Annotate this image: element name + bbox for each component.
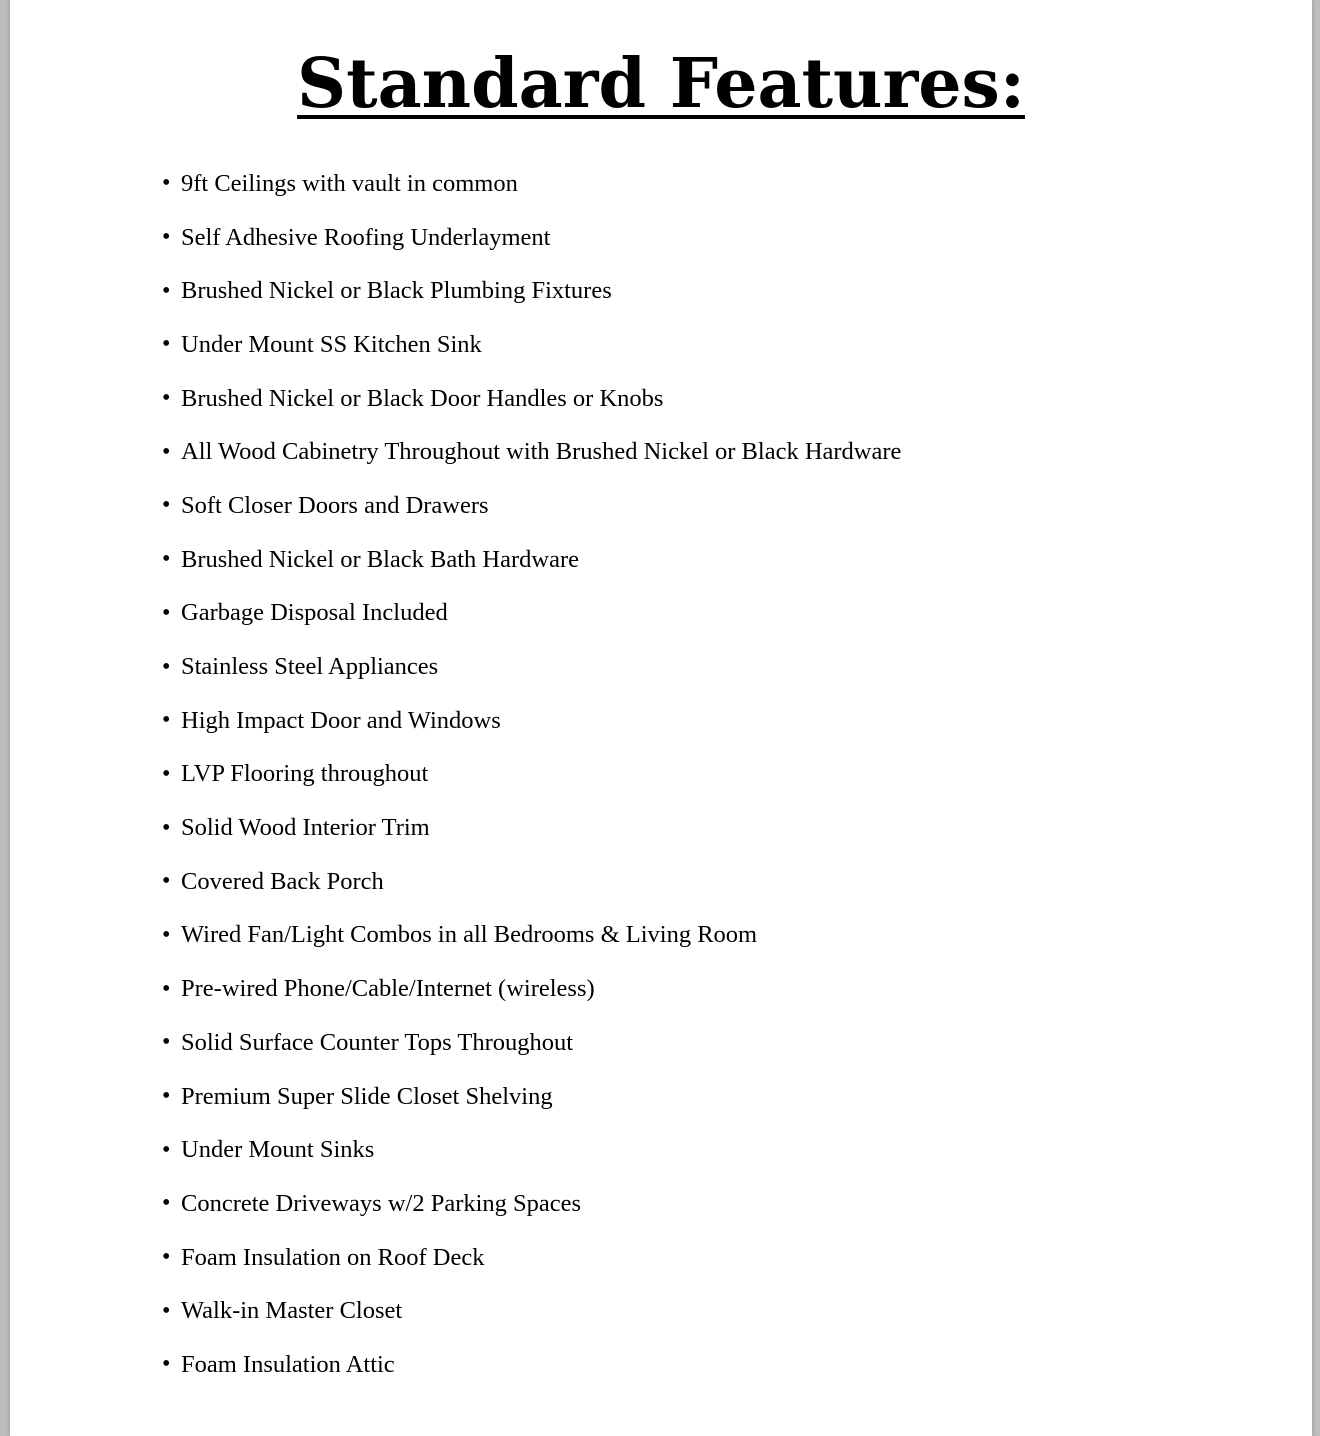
bullet-icon: • [162,707,171,734]
bullet-icon: • [162,224,171,251]
feature-item [162,1231,901,1285]
feature-text: Solid Wood Interior Trim [181,814,430,842]
document-page [10,0,1312,1436]
feature-text: All Wood Cabinetry Throughout with Brushed Nickel or Black Hardware [181,438,902,466]
feature-item [162,1177,901,1231]
feature-item [162,748,901,802]
feature-text: Solid Surface Counter Tops Throughout [181,1028,574,1056]
feature-text: Covered Back Porch [181,867,384,895]
feature-item [162,962,901,1016]
bullet-icon: • [162,1190,171,1217]
feature-text: Wired Fan/Light Combos in all Bedrooms & Living Room [181,921,758,949]
bullet-icon: • [162,599,171,626]
feature-item [162,1338,901,1392]
feature-text: Foam Insulation Attic [181,1350,395,1378]
bullet-icon: • [162,868,171,895]
bullet-icon: • [162,277,171,304]
feature-item [162,211,901,265]
feature-text: Under Mount SS Kitchen Sink [181,330,482,358]
feature-text: Brushed Nickel or Black Bath Hardware [181,545,579,573]
bullet-icon: • [162,170,171,197]
feature-text: Under Mount Sinks [181,1136,375,1164]
bullet-icon: • [162,760,171,787]
feature-item [162,264,901,318]
bullet-icon: • [162,1244,171,1271]
feature-text: Soft Closer Doors and Drawers [181,491,489,519]
feature-text: Concrete Driveways w/2 Parking Spaces [181,1189,582,1217]
bullet-icon: • [162,331,171,358]
feature-item [162,1016,901,1070]
feature-text: LVP Flooring throughout [181,760,429,788]
feature-item [162,372,901,426]
bullet-icon: • [162,1083,171,1110]
bullet-icon: • [162,1351,171,1378]
feature-text: Brushed Nickel or Black Plumbing Fixtures [181,277,612,305]
feature-item [162,318,901,372]
bullet-icon: • [162,1297,171,1324]
bullet-icon: • [162,921,171,948]
page-title: Standard Features: [297,44,1025,124]
feature-item [162,425,901,479]
bullet-icon: • [162,438,171,465]
feature-item [162,855,901,909]
bullet-icon: • [162,653,171,680]
feature-list [162,157,901,1392]
feature-item [162,1123,901,1177]
bullet-icon: • [162,1136,171,1163]
bullet-icon: • [162,814,171,841]
feature-item [162,533,901,587]
feature-text: Garbage Disposal Included [181,599,448,627]
feature-item [162,909,901,963]
feature-text: Stainless Steel Appliances [181,653,439,681]
feature-text: High Impact Door and Windows [181,706,501,734]
feature-item [162,157,901,211]
feature-item [162,587,901,641]
bullet-icon: • [162,492,171,519]
feature-item [162,640,901,694]
feature-item [162,479,901,533]
feature-text: Brushed Nickel or Black Door Handles or Knobs [181,384,664,412]
feature-text: 9ft Ceilings with vault in common [181,169,518,197]
bullet-icon: • [162,546,171,573]
feature-text: Walk-in Master Closet [181,1297,403,1325]
feature-item [162,694,901,748]
feature-text: Premium Super Slide Closet Shelving [181,1082,553,1110]
feature-item [162,1070,901,1124]
feature-item [162,801,901,855]
bullet-icon: • [162,975,171,1002]
feature-text: Self Adhesive Roofing Underlayment [181,223,551,251]
feature-text: Pre-wired Phone/Cable/Internet (wireless) [181,975,595,1003]
feature-text: Foam Insulation on Roof Deck [181,1243,485,1271]
bullet-icon: • [162,1029,171,1056]
bullet-icon: • [162,385,171,412]
feature-item [162,1284,901,1338]
